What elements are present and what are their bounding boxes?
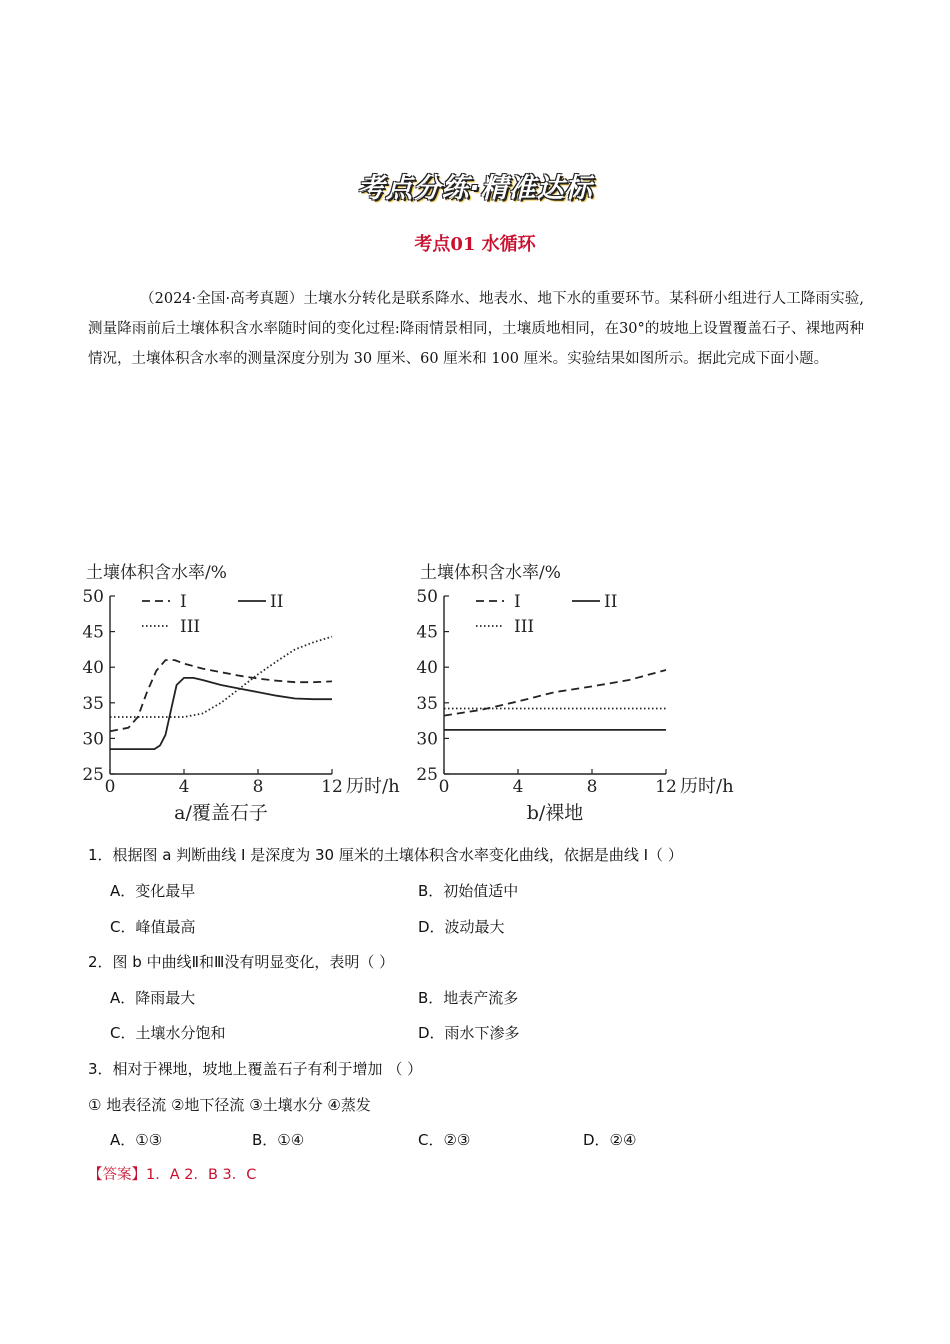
question-1-option-a[interactable]: A．变化最早 [110,882,196,900]
chart-b-legend-label-ii: II [604,592,618,612]
question-2-stem: 2．图 b 中曲线Ⅱ和Ⅲ没有明显变化，表明（ ） [88,953,395,971]
chart-b-ytick-label: 25 [416,765,438,785]
chart-b-ylabel: 土壤体积含水率/% [420,563,561,583]
chart-a-xtick-label: 8 [252,777,264,797]
chart-a [80,556,420,836]
chart-b-xtick-label: 12 [655,777,677,797]
chart-b-svg [414,556,754,832]
chart-a-legend-label-i: I [180,592,187,612]
question-2-option-b[interactable]: B．地表产流多 [418,989,519,1007]
question-2-option-c[interactable]: C．土壤水分饱和 [110,1024,226,1042]
question-1-option-d[interactable]: D．波动最大 [418,918,505,936]
section-subtitle: 考点01 水循环 [414,234,536,255]
chart-a-xtick-label: 12 [321,777,343,797]
chart-a-ytick-label: 45 [82,622,104,643]
chart-a-svg [80,556,420,832]
question-2-option-d[interactable]: D．雨水下渗多 [418,1024,520,1042]
chart-a-ytick-label: 25 [82,765,104,785]
chart-a-series-i [110,660,332,731]
chart-b-legend-label-i: I [514,592,521,612]
chart-b-xtick-label: 4 [512,777,524,797]
question-3-option-c[interactable]: C．②③ [418,1131,471,1149]
chart-b-xlabel: 历时/h [680,776,734,797]
chart-b-ytick-label: 40 [416,658,438,679]
chart-a-ytick-label: 40 [82,658,104,679]
question-1-option-b[interactable]: B．初始值适中 [418,882,519,900]
question-3-substem: ① 地表径流 ②地下径流 ③土壤水分 ④蒸发 [88,1096,371,1114]
answer-text: 1．A 2．B 3．C [146,1167,257,1183]
question-2-option-a[interactable]: A．降雨最大 [110,989,196,1007]
chart-a-xlabel: 历时/h [346,776,400,797]
chart-a-series-iii [110,637,332,717]
chart-a-ytick-label: 50 [82,587,104,607]
chart-b [414,556,754,836]
chart-b-ytick-label: 30 [416,729,438,750]
chart-a-ylabel: 土壤体积含水率/% [86,563,227,583]
chart-b-ytick-label: 45 [416,622,438,643]
question-3-stem: 3．相对于裸地，坡地上覆盖石子有利于增加 （ ） [88,1060,423,1078]
chart-b-ytick-label: 50 [416,587,438,607]
answer-line [88,1163,256,1184]
question-1-stem: 1．根据图 a 判断曲线 I 是深度为 30 厘米的土壤体积含水率变化曲线，依据是曲线 I（ ） [88,846,683,864]
chart-b-title: b/裸地 [526,802,584,824]
chart-a-legend-label-ii: II [270,592,284,612]
chart-a-series-ii [110,678,332,749]
question-1-option-c[interactable]: C．峰值最高 [110,918,196,936]
chart-b-ytick-label: 35 [416,693,438,714]
chart-a-xtick-label: 4 [178,777,190,797]
chart-a-xtick-label: 0 [104,777,116,797]
question-3-option-d[interactable]: D．②④ [583,1131,637,1149]
chart-a-ytick-label: 35 [82,693,104,714]
chart-b-legend-label-iii: III [514,617,535,637]
answer-label: 【答案】 [88,1167,146,1183]
chart-b-xtick-label: 0 [438,777,450,797]
question-3-option-b[interactable]: B．①④ [252,1131,305,1149]
question-intro: （2024·全国·高考真题）土壤水分转化是联系降水、地表水、地下水的重要环节。某科研小组进行人工降雨实验,测量降雨前后土壤体积含水率随时间的变化过程:降雨情景相同，土壤质地相同，在30°的坡地上设置覆盖石子、裸地两种情况，土壤体积含水率的测量深度分别为 30 厘米、60 厘米和 100 厘米。实验结果如图所示。据此完成下面小题。 [88,291,864,367]
chart-a-title: a/覆盖石子 [174,802,268,824]
section-banner: 考点分练·精准达标 [357,173,593,204]
chart-a-legend-label-iii: III [180,617,201,637]
question-3-option-a[interactable]: A．①③ [110,1131,163,1149]
chart-a-ytick-label: 30 [82,729,104,750]
chart-b-xtick-label: 8 [586,777,598,797]
